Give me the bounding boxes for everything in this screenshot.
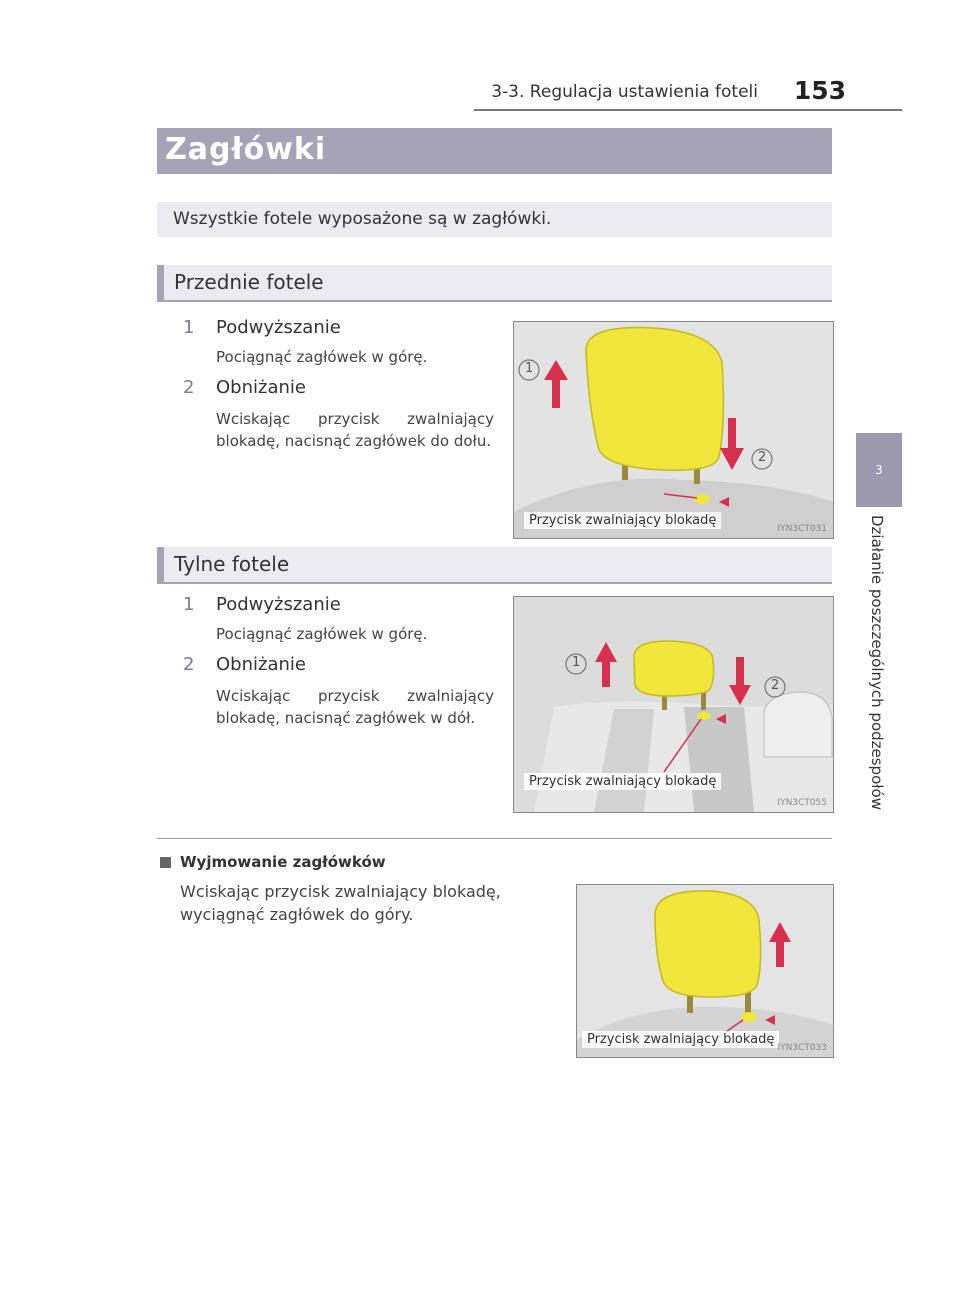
front-item-1-title: Podwyższanie <box>216 317 341 338</box>
chapter-title: Działanie poszczególnych podzespołów <box>868 515 886 810</box>
rear-fig-label-1: 1 <box>572 655 581 670</box>
front-seats-heading: Przednie fotele <box>174 270 324 294</box>
section-divider <box>157 838 832 839</box>
front-item-1-desc: Pociągnąć zagłówek w górę. <box>216 348 428 366</box>
removal-fig-caption: Przycisk zwalniający blokadę <box>582 1031 779 1048</box>
header-rule <box>474 109 902 111</box>
front-item-2-title: Obniżanie <box>216 377 306 398</box>
title-bar <box>157 128 832 174</box>
rear-item-1-desc: Pociągnąć zagłówek w górę. <box>216 625 428 643</box>
page-header <box>0 0 960 112</box>
removal-fig-code: IYN3CT033 <box>777 1043 827 1053</box>
rear-seats-heading-bar <box>157 547 832 584</box>
chapter-tab: 3 <box>856 433 902 507</box>
front-fig-label-2: 2 <box>758 450 767 465</box>
removal-text: Wciskając przycisk zwalniający blokadę, wyciągnąć zagłówek do góry. <box>180 882 501 924</box>
rear-item-1-number: 1 <box>183 594 195 615</box>
removal-headrest-figure <box>576 884 834 1058</box>
front-fig-caption: Przycisk zwalniający blokadę <box>524 512 721 529</box>
bullet-square-icon <box>160 857 171 868</box>
front-headrest-illustration <box>514 322 833 538</box>
rear-item-2-number: 2 <box>183 654 195 675</box>
intro-text: Wszystkie fotele wyposażone są w zagłówki. <box>173 209 552 229</box>
rear-item-2-desc: Wciskając przycisk zwalniający blokadę, nacisnąć zagłówek w dół. <box>216 687 494 727</box>
front-item-2-desc: Wciskając przycisk zwalniający blokadę, nacisnąć zagłówek do dołu. <box>216 410 494 450</box>
rear-fig-code: IYN3CT055 <box>777 798 827 808</box>
page-title: Zagłówki <box>165 132 327 167</box>
section-title: 3-3. Regulacja ustawienia foteli <box>491 82 758 102</box>
rear-fig-label-2: 2 <box>771 678 780 693</box>
front-fig-code: IYN3CT031 <box>777 524 827 534</box>
front-seats-heading-bar <box>157 265 832 302</box>
removal-heading: Wyjmowanie zagłówków <box>180 853 386 871</box>
page-number: 153 <box>793 76 846 105</box>
front-item-2-number: 2 <box>183 377 195 398</box>
front-headrest-figure <box>513 321 834 539</box>
front-fig-label-1: 1 <box>525 361 534 376</box>
rear-item-2-title: Obniżanie <box>216 654 306 675</box>
rear-headrest-figure <box>513 596 834 813</box>
intro-bar <box>157 202 832 237</box>
rear-seats-heading: Tylne fotele <box>174 552 290 576</box>
rear-fig-caption: Przycisk zwalniający blokadę <box>524 773 721 790</box>
front-item-1-number: 1 <box>183 317 195 338</box>
rear-item-1-title: Podwyższanie <box>216 594 341 615</box>
